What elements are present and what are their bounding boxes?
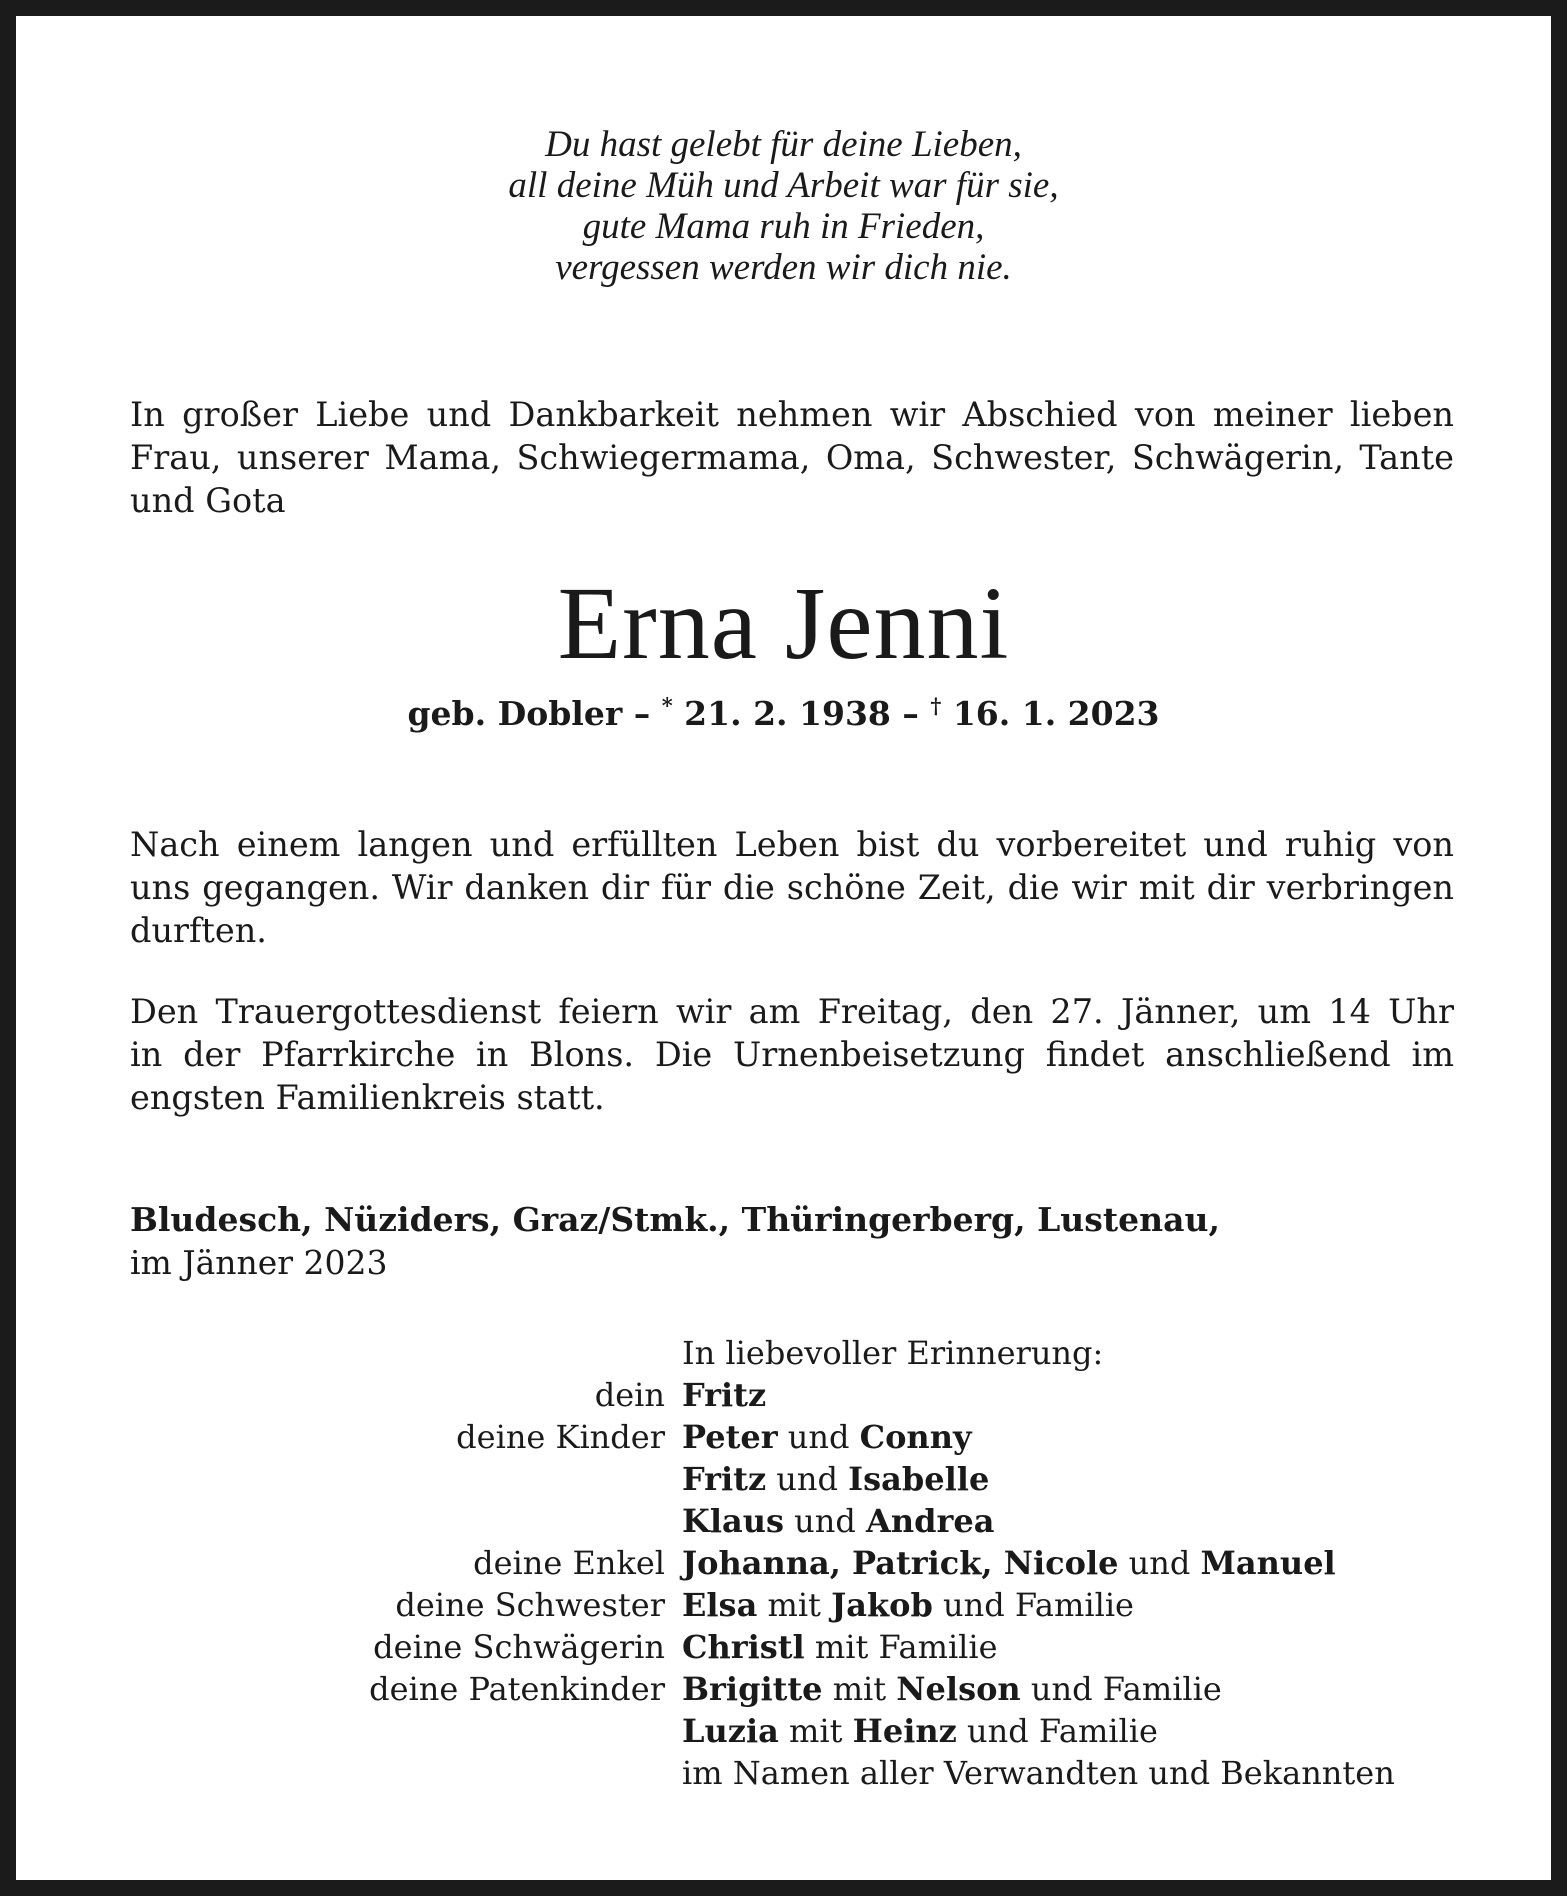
relation-label: dein (594, 1376, 665, 1414)
mourner-name: Christl (682, 1628, 805, 1666)
mourners-heading: In liebevoller Erinnerung: (682, 1334, 1104, 1372)
relation-label: deine Schwester (395, 1586, 665, 1624)
mourner-name: Elsa (682, 1586, 758, 1624)
body-line: engsten Familienkreis statt. (130, 1078, 605, 1117)
closing-line: im Namen aller Verwandten und Bekannten (682, 1754, 1395, 1792)
mourner-name: Peter (682, 1418, 778, 1456)
connector: und Familie (956, 1712, 1158, 1750)
memorial-verse (16, 124, 1551, 288)
separator: – (890, 694, 931, 733)
intro-paragraph (130, 393, 1454, 522)
intro-line: In großer Liebe und Dankbarkeit nehmen wir Abschied von meiner lieben (130, 395, 1454, 434)
body-line: Den Trauergottesdienst feiern wir am Freitag, den 27. Jänner, um 14 Uhr (130, 992, 1454, 1031)
mourner-row (16, 1500, 1551, 1542)
connector: und (783, 1502, 867, 1540)
birth-date: 21. 2. 1938 (672, 694, 891, 733)
mourner-row (16, 1458, 1551, 1500)
relation-label: deine Patenkinder (369, 1670, 665, 1708)
mourner-names (682, 1374, 766, 1416)
connector: und Familie (932, 1586, 1134, 1624)
mourner-names (682, 1500, 994, 1542)
mourner-name: Andrea (866, 1502, 995, 1540)
verse-line: gute Mama ruh in Frieden, (582, 206, 985, 247)
mourner-names (682, 1710, 1158, 1752)
connector: und (777, 1418, 860, 1456)
mourner-row (16, 1752, 1551, 1794)
mourner-names (682, 1542, 1336, 1584)
body-line: uns gegangen. Wir danken dir für die schöne Zeit, die wir mit dir verbringen (130, 868, 1454, 907)
mourner-row (16, 1626, 1551, 1668)
verse-line: Du hast gelebt für deine Lieben, (545, 124, 1022, 165)
body-line: Nach einem langen und erfüllten Leben bist du vorbereitet und ruhig von (130, 825, 1454, 864)
mourner-name: Luzia (682, 1712, 779, 1750)
life-dates (16, 692, 1551, 736)
connector: mit Familie (804, 1628, 998, 1666)
mourner-name: Brigitte (682, 1670, 823, 1708)
obituary-card (16, 16, 1551, 1880)
connector: und (1118, 1544, 1201, 1582)
intro-line: und Gota (130, 481, 286, 520)
mourner-row (16, 1416, 1551, 1458)
mourner-name: Johanna, Patrick, Nicole (682, 1544, 1119, 1582)
mourner-name: Fritz (682, 1460, 767, 1498)
mourner-row (16, 1668, 1551, 1710)
place-and-date (130, 1198, 1220, 1284)
connector: und Familie (1020, 1670, 1222, 1708)
deceased-name: Erna Jenni (557, 566, 1010, 681)
service-paragraph (130, 990, 1454, 1119)
mourner-row (16, 1710, 1551, 1752)
maiden-name: geb. Dobler (407, 694, 623, 733)
mourner-row (16, 1374, 1551, 1416)
mourner-name: Fritz (682, 1376, 767, 1414)
mourner-names (682, 1584, 1134, 1626)
body-line: durften. (130, 911, 267, 950)
connector: mit (778, 1712, 853, 1750)
relation-label: deine Kinder (456, 1418, 665, 1456)
verse-line: all deine Müh und Arbeit war für sie, (508, 165, 1059, 206)
mourner-name: Klaus (682, 1502, 784, 1540)
mourner-names (682, 1668, 1222, 1710)
mourner-name: Manuel (1200, 1544, 1336, 1582)
mourner-name: Heinz (852, 1712, 957, 1750)
mourner-names (682, 1416, 972, 1458)
mourner-names (682, 1626, 998, 1668)
notice-date: im Jänner 2023 (130, 1243, 388, 1282)
birth-star-icon: * (661, 693, 673, 718)
mourner-names (682, 1458, 989, 1500)
separator: – (622, 694, 662, 733)
mourner-name: Jakob (831, 1586, 933, 1624)
relation-label: deine Enkel (473, 1544, 665, 1582)
mourner-row (16, 1542, 1551, 1584)
death-date: 16. 1. 2023 (941, 694, 1160, 733)
intro-line: Frau, unserer Mama, Schwiegermama, Oma, Schwester, Schwägerin, Tante (130, 438, 1454, 477)
death-cross-icon: † (930, 693, 942, 718)
life-paragraph (130, 823, 1454, 952)
connector: mit (757, 1586, 832, 1624)
mourner-row (16, 1584, 1551, 1626)
connector: mit (822, 1670, 897, 1708)
relation-label: deine Schwägerin (373, 1628, 665, 1666)
mourner-name: Conny (859, 1418, 972, 1456)
mourner-name: Nelson (896, 1670, 1021, 1708)
mourner-names (682, 1752, 1395, 1794)
towns: Bludesch, Nüziders, Graz/Stmk., Thüringerberg, Lustenau, (130, 1200, 1220, 1239)
body-line: in der Pfarrkirche in Blons. Die Urnenbeisetzung findet anschließend im (130, 1035, 1454, 1074)
verse-line: vergessen werden wir dich nie. (555, 247, 1012, 288)
connector: und (766, 1460, 849, 1498)
mourner-name: Isabelle (848, 1460, 990, 1498)
